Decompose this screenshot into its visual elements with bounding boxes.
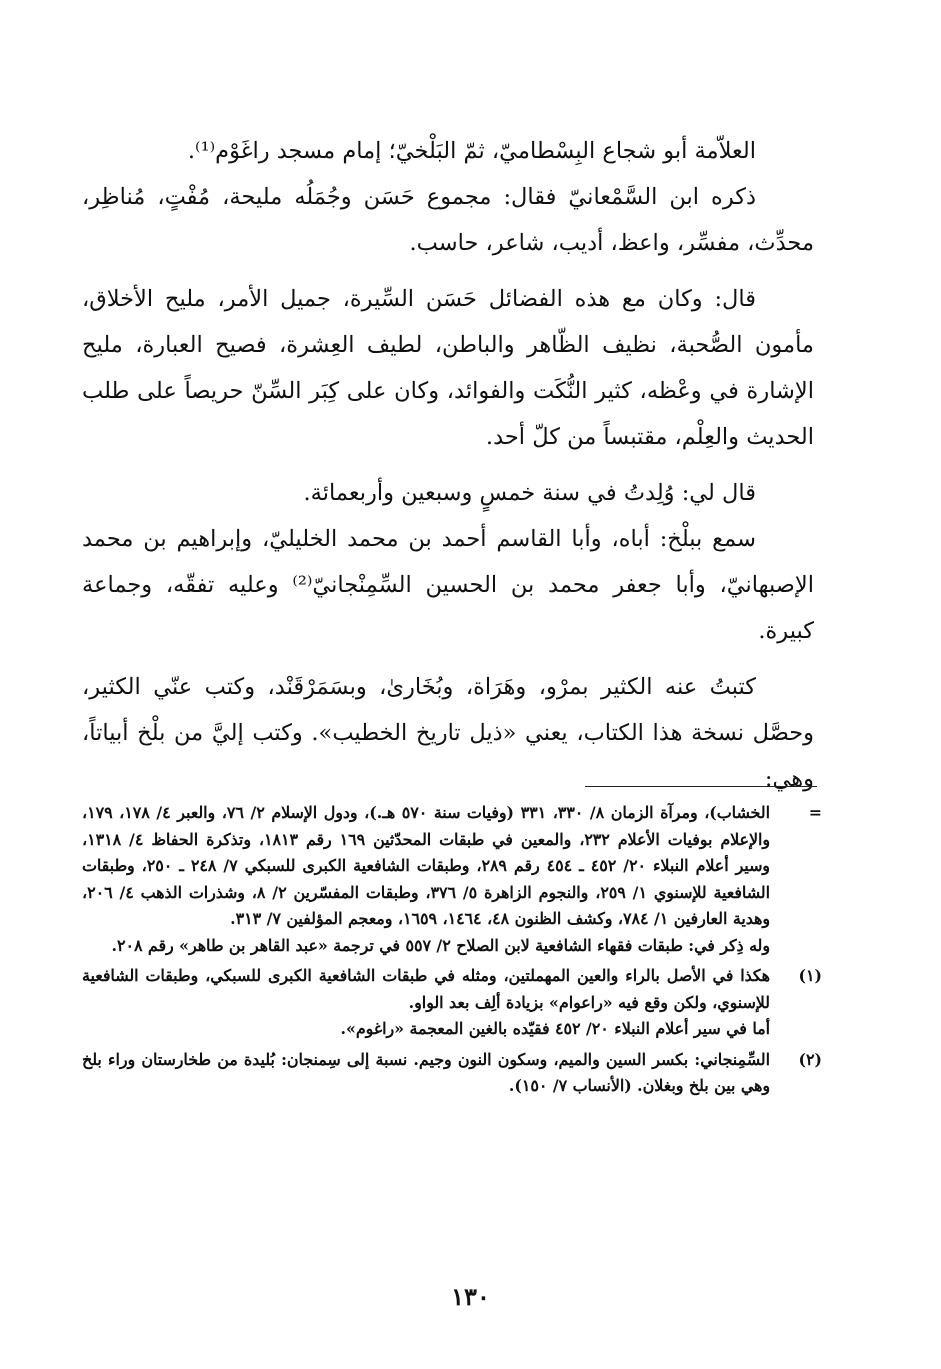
paragraph-3: قال: وكان مع هذه الفضائل حَسَن السِّيرة، جميل الأمر، مليح الأخلاق، مأمون الصُّحبة، نظيف الظّاهر والباطن، لطيف العِشرة، فصيح العبارة، مليح الإشارة في وعْظه، كثير النُّكَت والفوائد، وكان على كِبَر السِّنّ حريصاً على طلب الحديث والعِلْم، مقتبساً من كلّ أحد. [82,286,814,450]
paragraph-6: كتبتُ عنه الكثير بمرْو، وهَرَاة، وبُخَارىٰ، وبسَمَرْقَنْد، وكتب عنّي الكثير، وحصَّل نسخة هذا الكتاب، يعني «ذيل تاريخ الخطيب». وكتب إليَّ من بلْخ أبياتاً، وهي: [82,674,814,792]
footnote-2-marker: (٢) [798,1049,822,1069]
footnote-continuation [82,800,822,933]
footnote-2-line: السِّمِنجاني: بكسر السين والميم، وسكون النون وجيم. نسبة إلى سِمنجان: بُليدة من طخارستان وراء بلخ وهي بين بلخ وبغلان. (الأنساب ٧/ ١٥٠). [82,1049,770,1095]
footnote-1 [82,963,822,1043]
paragraph-5: سمع ببلْخ: أباه، وأبا القاسم أحمد بن محمد الخليليّ، وإبراهيم بن محمد الإصبهانيّ، وأبا جعفر محمد بن الحسين السِّمِنْجانيّ⁽²⁾ وعليه تفقّه، وجماعة كبيرة. [82,526,814,644]
paragraph-4: قال لي: وُلِدتُ في سنة خمسٍ وسبعين وأربعمائة. [303,480,756,506]
paragraph-2: ذكره ابن السَّمْعانيّ فقال: مجموع حَسَن وجُمَلُه مليحة، مُفْتٍ، مُناظِر، محدِّث، مفسِّر، واعظ، أديب، شاعر، حاسب. [82,184,814,256]
footnote-separator [585,786,817,787]
footnote-1-text [82,963,770,1043]
continuation-extra [82,933,770,960]
footnote-1-line-1: هكذا في الأصل بالراء والعين المهملتين، ومثله في طبقات الشافعية الكبرى للسبكي، وطبقات الشافعية للإسنوي، ولكن وقع فيه «راعوام» بزيادة ألِف بعد الواو. [82,966,770,1012]
footnote-1-marker: (١) [798,966,822,985]
footnote-2-text [82,1047,770,1100]
main-text [82,128,814,802]
footnotes [82,800,822,1100]
paragraph-1: العلاّمة أبو شجاع البِسْطاميّ، ثمّ البَلْخيّ؛ إمام مسجد راغَوْم⁽¹⁾. [187,138,756,164]
continuation-text [82,800,770,933]
continuation-marker: = [808,803,822,822]
footnote-2 [82,1047,822,1100]
page-number: ١٣٠ [451,1282,490,1311]
footnote-1-line-2: أما في سير أعلام النبلاء ٢٠/ ٤٥٢ فقيّده بالغين المعجمة «راغوم». [340,1019,770,1038]
continuation-extra-text: وله ذِكر في: طبقات فقهاء الشافعية لابن الصلاح ٢/ ٥٥٧ في ترجمة «عبد القاهر بن طاهر» رقم ٢٠٨. [111,935,770,955]
continuation-references: الخشاب)، ومرآة الزمان ٨/ ٣٣٠، ٣٣١ (وفيات سنة ٥٧٠ هـ.)، ودول الإسلام ٢/ ٧٦، والعبر ٤/ ١٧٨، ١٧٩، والإعلام بوفيات الأعلام ٢٣٢، والمعين في طبقات المحدّثين ١٦٩ رقم ١٨١٣، وتذكرة الحفاظ ٤/ ١٣١٨، وسير أعلام النبلاء ٢٠/ ٤٥٢ ـ ٤٥٤ رقم ٢٨٩، وطبقات الشافعية الكبرى للسبكي ٧/ ٢٤٨ ـ ٢٥٠، وطبقات الشافعية للإسنوي ١/ ٢٥٩، والنجوم الزاهرة ٥/ ٣٧٦، وطبقات المفسّرين ٢/ ٨، وشذرات الذهب ٤/ ٢٠٦، وهدية العارفين ١/ ٧٨٤، وكشف الظنون ٤٨، ١٤٦٤، ١٦٥٩، ومعجم المؤلفين ٧/ ٣١٣. [82,803,771,928]
